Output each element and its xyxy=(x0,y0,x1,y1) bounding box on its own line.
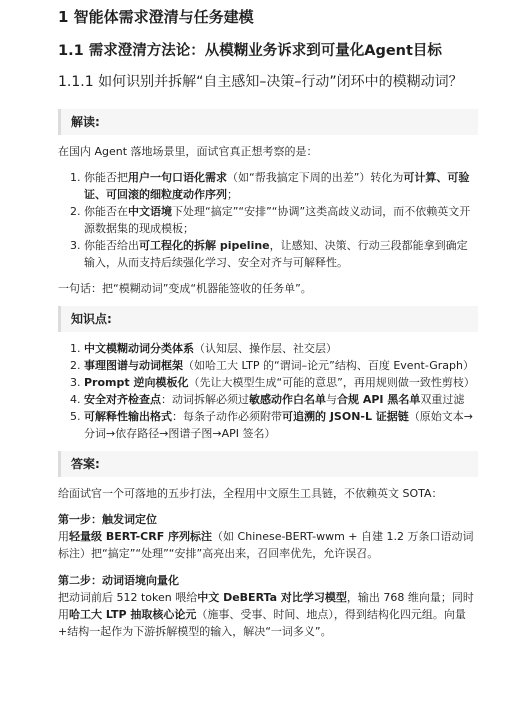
knowledge-item-1: 1. 中文模糊动词分类体系（认知层、操作层、社交层） xyxy=(84,340,478,357)
read-callout: 解读: xyxy=(58,109,478,135)
answer-callout: 答案: xyxy=(58,451,478,477)
read-summary: 一句话：把“模糊动词”变成“机器能签收的任务单”。 xyxy=(58,282,312,295)
read-item-2: 2. 你能否在中文语境下处理“搞定”“安排”“协调”这类高歧义动词，而不依赖英文开源数据集的现成模板； xyxy=(84,203,478,237)
knowledge-item-4: 4. 安全对齐检查点：动词拆解必须过敏感动作白名单与合规 API 黑名单双重过滤 xyxy=(84,391,478,408)
step1-title: 第一步：触发词定位 xyxy=(58,513,157,526)
chapter-title: 1 智能体需求澄清与任务建模 xyxy=(58,8,254,26)
step2-body: 把动词前后 512 token 喂给中文 DeBERTa 对比学习模型，输出 768 维向量；同时用哈工大 LTP 抽取核心论元（施事、受事、时间、地点），得到结构化四元组。向量+结构一起作为下游拆解模型的输入，解决“一词多义”。 xyxy=(58,591,474,638)
read-intro: 在国内 Agent 落地场景里，面试官真正想考察的是： xyxy=(58,145,318,158)
knowledge-list xyxy=(58,340,478,442)
subsection-title: 1.1.1 如何识别并拆解“自主感知–决策–行动”闭环中的模糊动词？ xyxy=(58,74,463,90)
read-item-3: 3. 你能否给出可工程化的拆解 pipeline，让感知、决策、行动三段都能拿到确定输入，从而支持后续强化学习、安全对齐与可解释性。 xyxy=(84,237,478,271)
knowledge-item-2: 2. 事理图谱与动词框架（如哈工大 LTP 的“谓词–论元”结构、百度 Event-Graph） xyxy=(84,357,478,374)
knowledge-callout: 知识点: xyxy=(58,306,478,332)
knowledge-item-5: 5. 可解释性输出格式：每条子动作必须附带可追溯的 JSON-L 证据链（原始文本→分词→依存路径→图谱子图→API 签名） xyxy=(84,408,478,442)
answer-intro: 给面试官一个可落地的五步打法，全程用中文原生工具链，不依赖英文 SOTA： xyxy=(58,487,443,500)
read-list xyxy=(58,169,478,271)
step1-body: 用轻量级 BERT-CRF 序列标注（如 Chinese-BERT-wwm + 自建 1.2 万条口语动词标注）把“搞定”“处理”“安排”高亮出来，召回率优先，允许误召。 xyxy=(58,530,474,560)
section-title: 1.1 需求澄清方法论：从模糊业务诉求到可量化Agent目标 xyxy=(58,43,442,59)
read-item-1: 1. 你能否把用户一句口语化需求（如“帮我搞定下周的出差”）转化为可计算、可验证、可回滚的细粒度动作序列； xyxy=(84,169,478,203)
knowledge-item-3: 3. Prompt 逆向模板化（先让大模型生成“可能的意思”，再用规则做一致性剪枝） xyxy=(84,374,478,391)
step2-title: 第二步：动词语境向量化 xyxy=(58,574,179,587)
